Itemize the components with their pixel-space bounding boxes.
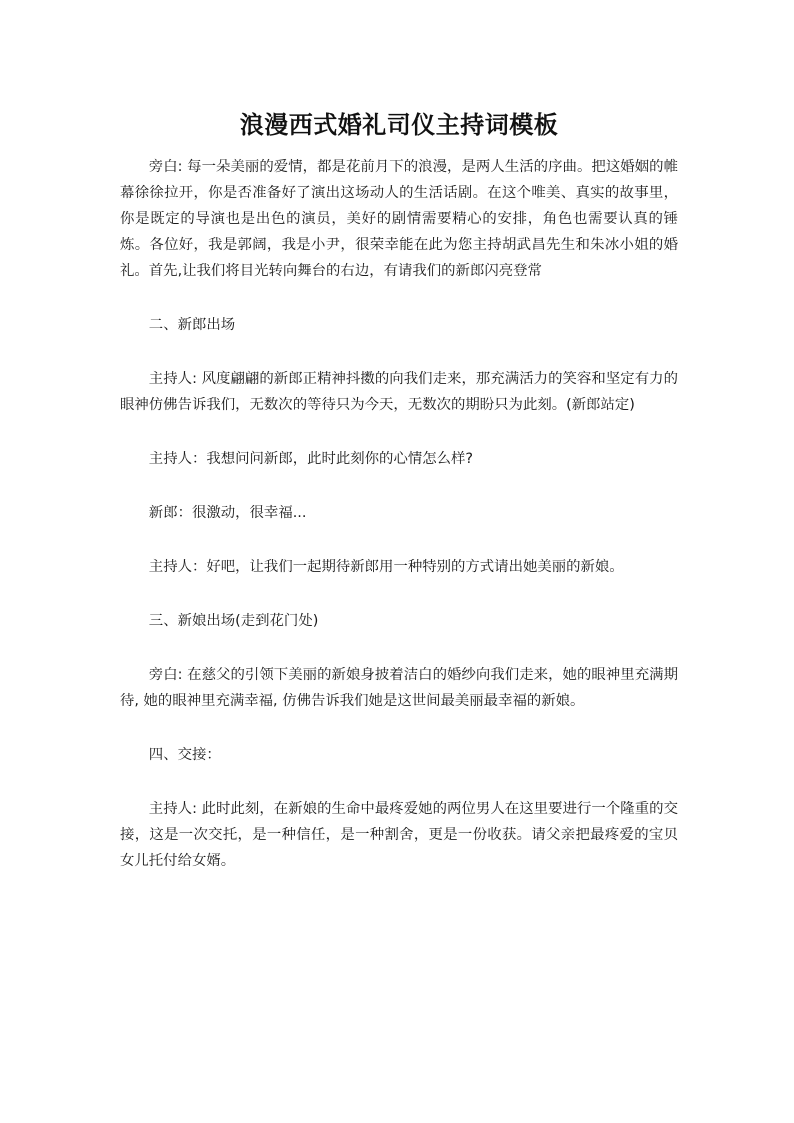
paragraph-gap: [120, 768, 678, 796]
paragraph-host-invite-bride: 主持人：好吧，让我们一起期待新郎用一种特别的方式请出她美丽的新娘。: [148, 559, 624, 575]
document-title: 浪漫西式婚礼司仪主持词模板: [239, 111, 559, 139]
paragraph-host-groom-arrival: 主持人: 风度翩翩的新郎正精神抖擞的向我们走来，那充满活力的笑容和坚定有力的眼神仿佛告诉我们，无数次的等待只为今天，无数次的期盼只为此刻。(新郎站定): [120, 371, 678, 413]
paragraph-narration-opening: 旁白: 每一朵美丽的爱情，都是花前月下的浪漫，是两人生活的序曲。把这婚姻的帷幕徐徐拉开，你是否准备好了演出这场动人的生活话剧。在这个唯美、真实的故事里，你是既定的导演也是出色的演员，美好的剧情需要精心的安排，角色也需要认真的锤炼。各位好，我是郭阔，我是小尹，很荣幸能在此为您主持胡武昌先生和朱冰小姐的婚礼。首先,让我们将目光转向舞台的右边，有请我们的新郎闪亮登常: [120, 159, 678, 279]
paragraph-gap: [120, 526, 678, 554]
section-heading-bride-entrance: 三、新娘出场(走到花门处): [148, 613, 319, 629]
paragraph-gap: [120, 472, 678, 500]
paragraph-gap: [120, 580, 678, 608]
paragraph-gap: [120, 418, 678, 446]
paragraph-gap: [120, 714, 678, 742]
paragraph-narration-bride: 旁白: 在慈父的引领下美丽的新娘身披着洁白的婚纱向我们走来，她的眼神里充满期待, 她的眼神里充满幸福, 仿佛告诉我们她是这世间最美丽最幸福的新娘。: [120, 667, 678, 709]
section-heading-handover: 四、交接：: [148, 747, 221, 763]
paragraph-gap: [120, 338, 678, 366]
paragraph-gap: [120, 634, 678, 662]
section-heading-groom-entrance: 二、新郎出场: [148, 317, 236, 333]
paragraph-host-question: 主持人：我想问问新郎，此时此刻你的心情怎么样?: [148, 451, 474, 467]
paragraph-gap: [120, 284, 678, 312]
paragraph-host-handover: 主持人: 此时此刻，在新娘的生命中最疼爱她的两位男人在这里要进行一个隆重的交接，这是一次交托，是一种信任，是一种割舍，更是一份收获。请父亲把最疼爱的宝贝女儿托付给女婿。: [120, 801, 678, 869]
paragraph-groom-answer: 新郎：很激动，很幸福...: [148, 505, 307, 521]
